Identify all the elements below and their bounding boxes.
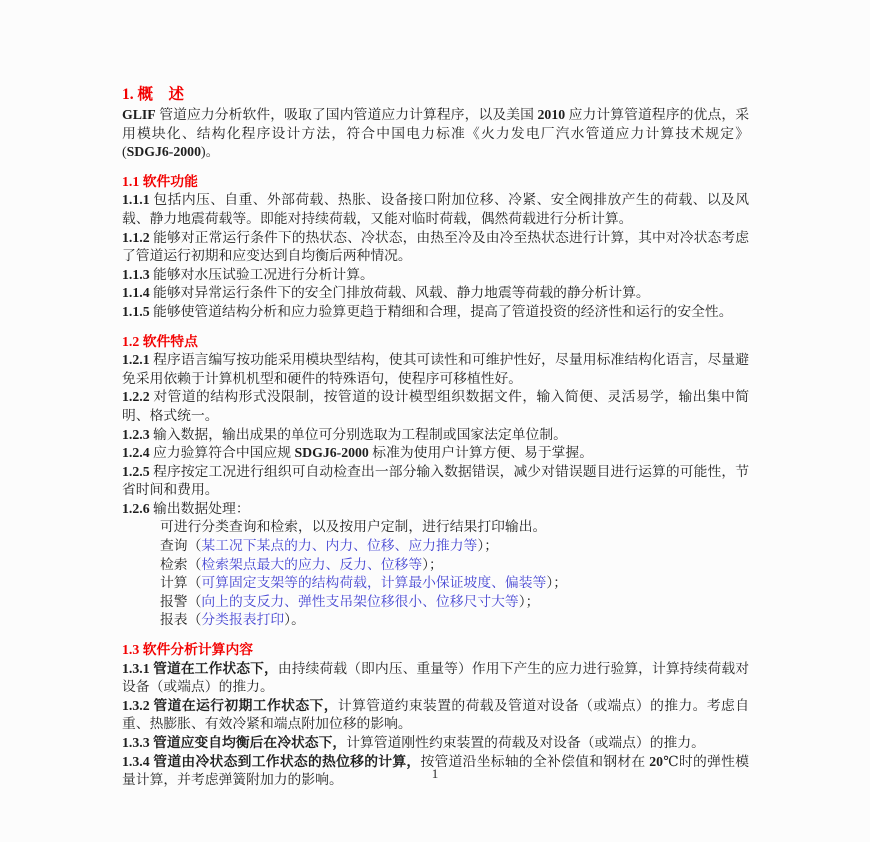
item-1-1-3	[122, 266, 749, 285]
text-run: 某工况下某点的力、内力、位移、应力推力等	[201, 538, 478, 554]
text-run: 输入数据，输出成果的单位可分别选取为工程制或国家法定单位制。	[149, 426, 567, 442]
text-run: 能够对正常运行条件下的热状态、冷状态，由热至冷及由冷至热状态进行计算，其中对冷状态考虑了管道运行初期和应变达到自均衡后两种情况。	[122, 229, 749, 264]
text-run: 对管道的结构形式没限制，按管道的设计模型组织数据文件，输入简便、灵活易学，输出集中简明、格式统一。	[122, 389, 749, 423]
text-run: 计算管道刚性约束装置的荷载及对设备（或端点）的推力。	[346, 735, 705, 750]
text-run: 1.2 软件特点	[122, 333, 198, 349]
text-run: 能够对水压试验工况进行分析计算。	[149, 266, 374, 282]
intro-paragraph	[122, 106, 749, 162]
text-run: ）；	[518, 593, 540, 609]
heading-1-3	[122, 641, 749, 660]
text-run: ）；	[422, 556, 443, 572]
text-run: 1.3.1 管道在工作状态下，	[122, 660, 278, 676]
text-run: 1.1.1	[122, 192, 150, 208]
item-1-2-3	[122, 426, 749, 445]
text-run: 1.1.5	[122, 303, 150, 319]
text-run: 1.3.3 管道应变自均衡后在冷状态下，	[122, 735, 347, 750]
item-1-1-1	[122, 191, 749, 228]
output-note	[122, 518, 749, 537]
text-run: 分类报表打印	[201, 612, 285, 628]
output-alarm	[122, 593, 749, 612]
text-run: 1.1.4	[122, 285, 150, 301]
text-run: 检索（	[160, 556, 202, 572]
item-1-2-1	[122, 351, 749, 388]
text-run: 1.2.2	[122, 389, 150, 405]
text-run: 1.2.5	[122, 463, 150, 479]
text-run: 输出数据处理：	[149, 500, 250, 516]
text-run: )。	[200, 144, 220, 160]
text-run: 能够对异常运行条件下的安全门排放荷载、风载、静力地震等荷载的静分析计算。	[149, 285, 650, 301]
text-run: 1.3 软件分析计算内容	[122, 642, 254, 658]
text-run: 可算固定支架等的结构荷载，计算最小保证坡度、偏装等	[201, 575, 547, 591]
item-1-3-2	[122, 697, 749, 734]
text-run: ）；	[477, 538, 499, 554]
heading-1-2	[122, 333, 749, 352]
output-report	[122, 611, 749, 630]
text-run: SDGJ6-2000	[126, 144, 201, 160]
text-run: 1.1.3	[122, 266, 150, 282]
text-run: 检索架点最大的应力、反力、位移等	[201, 556, 423, 572]
text-run: 包括内压、自重、外部荷载、热胀、设备接口附加位移、冷紧、安全阀排放产生的荷载、以及风载、静力地震荷载等。即能对持续荷载，又能对临时荷载，偶然荷载进行分析计算。	[122, 192, 749, 226]
document-body	[122, 84, 749, 790]
text-run: GLIF	[122, 107, 156, 122]
item-1-2-6	[122, 500, 749, 519]
item-1-2-5	[122, 463, 749, 500]
text-run: 由持续荷载（即内压、重量等）作用下产生的应力进行验算，计算持续荷载对设备（或端点）的推力。	[122, 660, 749, 695]
text-run: ）；	[546, 575, 568, 591]
text-run: 1.3.2 管道在运行初期工作状态下，	[122, 697, 338, 713]
output-query	[122, 537, 749, 556]
output-calc	[122, 574, 749, 593]
text-run: SDGJ6-2000	[294, 445, 369, 461]
text-run: 报警（	[160, 593, 202, 609]
text-run: 程序按定工况进行组织可自动检查出一部分输入数据错误，减少对错误题目进行运算的可能性，节省时间和费用。	[122, 463, 749, 498]
text-run: 1.2.4	[122, 445, 150, 461]
text-run: 管道应力分析软件，吸取了国内管道应力计算程序，以及美国	[155, 107, 538, 122]
text-run: 1.2.1	[122, 352, 150, 368]
text-run: 1.3.4 管道由冷状态到工作状态的热位移的计算，	[122, 753, 421, 769]
text-run: 2010	[537, 107, 566, 122]
text-run: 20	[649, 753, 663, 769]
text-run: ）。	[284, 612, 305, 628]
item-1-2-2	[122, 388, 749, 425]
text-run: 能够使管道结构分析和应力验算更趋于精细和合理，提高了管道投资的经济性和运行的安全性。	[149, 303, 733, 319]
item-1-2-4	[122, 444, 749, 463]
item-1-1-2	[122, 229, 749, 266]
text-run: 1.1.2	[122, 229, 150, 245]
text-run: 可进行分类查询和检索，以及按用户定制，进行结果打印输出。	[160, 519, 547, 535]
text-run: 计算（	[160, 575, 202, 591]
text-run: 应力验算符合中国应规	[149, 445, 295, 461]
text-run: 计算管道约束装置的荷载及管道对设备（或端点）的推力。考虑自重、热膨胀、有效冷紧和端点附加位移的影响。	[122, 697, 750, 732]
output-search	[122, 556, 749, 575]
item-1-3-3	[122, 734, 749, 753]
text-run: 报表（	[160, 612, 202, 628]
text-run: 程序语言编写按功能采用模块型结构，使其可读性和可维护性好，尽量用标准结构化语言，尽量避免采用依赖于计算机机型和硬件的特殊语句，使程序可移植性好。	[122, 352, 749, 386]
item-1-1-5	[122, 303, 749, 322]
item-1-1-4	[122, 284, 749, 303]
text-run: 向上的支反力、弹性支吊架位移很小、位移尺寸大等	[201, 593, 519, 609]
text-run: 1.1 软件功能	[122, 173, 198, 189]
section-title	[122, 84, 749, 105]
heading-1-1	[122, 173, 749, 192]
text-run: 1.2.6	[122, 500, 150, 516]
text-run: ℃时的弹性模量计算，并考虑弹簧附加力的影响。	[122, 753, 749, 788]
text-run: 标准为使用户计算方便、易于掌握。	[368, 445, 594, 461]
text-run: 按管道沿坐标轴的全补偿值和钢材在	[420, 753, 650, 769]
item-1-3-1	[122, 660, 749, 697]
text-run: 1. 概 述	[122, 86, 185, 103]
text-run: 应力计算管道程序的优点，采用模块化、结构化程序设计方法，符合中国电力标准《火力发电厂汽水管道应力计算技术规定》(	[122, 107, 749, 160]
page-number: 1	[431, 766, 439, 781]
text-run: 1.2.3	[122, 426, 150, 442]
text-run: 查询（	[160, 538, 202, 554]
